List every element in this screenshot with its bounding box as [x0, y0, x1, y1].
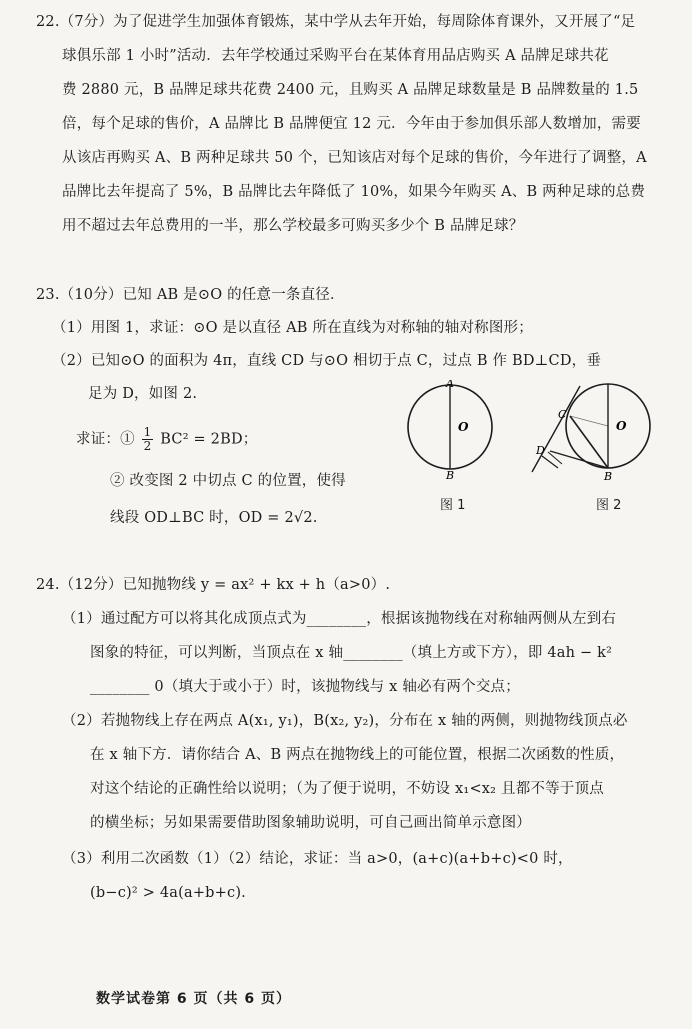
q23-line-2: （1）用图 1，求证：⊙O 是以直径 AB 所在直线为对称轴的轴对称图形；: [52, 320, 533, 336]
q23-proof-1: [76, 426, 258, 453]
figure-1-caption: 图 1: [440, 498, 466, 513]
q24-line-2: （1）通过配方可以将其化成顶点式为________，根据该抛物线在对称轴两侧从左到右: [62, 611, 617, 627]
q23-line-4: 足为 D，如图 2.: [88, 386, 198, 402]
q24-line-4: ________ 0（填大于或小于）时，该抛物线与 x 轴必有两个交点；: [90, 679, 520, 695]
label-O: O: [458, 420, 469, 434]
q22-line-5: 从该店再购买 A、B 两种足球共 50 个，已知该店对每个足球的售价，今年进行了调整，A: [62, 150, 647, 166]
q24-line-8: 的横坐标；另如果需要借助图象辅助说明，可自己画出简单示意图）: [90, 815, 531, 831]
q24-line-5: （2）若抛物线上存在两点 A(x₁, y₁)，B(x₂, y₂)，分布在 x 轴的两侧，则抛物线顶点必: [62, 713, 628, 729]
q24-line-7: 对这个结论的正确性给以说明；（为了便于说明，不妨设 x₁<x₂ 且都不等于顶点: [90, 781, 604, 797]
q22-line-4: 倍，每个足球的售价，A 品牌比 B 品牌便宜 12 元．今年由于参加俱乐部人数增加，需要: [62, 116, 641, 132]
figure-2-caption: 图 2: [596, 498, 622, 513]
figure-1: [392, 380, 512, 480]
q22-line-2: 球俱乐部 1 小时”活动．去年学校通过采购平台在某体育用品店购买 A 品牌足球共花: [62, 48, 609, 64]
fraction-numerator: 1: [143, 425, 152, 439]
proof-prefix: 求证：①: [76, 431, 135, 448]
q23-line-3: （2）已知⊙O 的面积为 4π，直线 CD 与⊙O 相切于点 C，过点 B 作 BD⊥CD，垂: [52, 353, 602, 369]
q24-line-10: (b−c)² > 4a(a+b+c).: [90, 885, 246, 901]
q24-line-9: （3）利用二次函数（1）（2）结论，求证：当 a>0，(a+c)(a+b+c)<0 时，: [62, 851, 573, 867]
figure-2: [528, 376, 658, 486]
q22-line-3: 费 2880 元，B 品牌足球共花费 2400 元，且购买 A 品牌足球数量是 B 品牌数量的 1.5: [62, 82, 639, 98]
label-A: A: [446, 380, 454, 390]
fraction-half: [142, 426, 154, 453]
q22-line-1: 22.（7分）为了促进学生加强体育锻炼，某中学从去年开始，每周除体育课外，又开展了“足: [36, 14, 636, 30]
label-B: B: [446, 469, 455, 480]
proof-1-rest: BC² = 2BD；: [160, 431, 258, 448]
fraction-denominator: 2: [143, 439, 152, 453]
q24-line-3: 图象的特征，可以判断，当顶点在 x 轴________（填上方或下方），即 4ah − k²: [90, 645, 613, 661]
q23-proof-2-line-1: ② 改变图 2 中切点 C 的位置，使得: [110, 473, 346, 489]
q22-line-6: 品牌比去年提高了 5%，B 品牌比去年降低了 10%，如果今年购买 A、B 两种足球的总费: [62, 184, 646, 200]
q24-line-1: 24.（12分）已知抛物线 y = ax² + kx + h（a>0）.: [36, 577, 391, 593]
q23-line-1: 23.（10分）已知 AB 是⊙O 的任意一条直径．: [36, 287, 345, 303]
label-B: B: [604, 470, 613, 483]
label-C: C: [558, 408, 567, 421]
page-footer: 数学试卷第 6 页（共 6 页）: [96, 991, 291, 1007]
q22-line-7: 用不超过去年总费用的一半，那么学校最多可购买多少个 B 品牌足球？: [62, 218, 524, 234]
label-D: D: [536, 444, 545, 457]
label-O: O: [616, 419, 627, 433]
q23-proof-2-line-2: 线段 OD⊥BC 时，OD = 2√2.: [110, 510, 318, 526]
q24-line-6: 在 x 轴下方．请你结合 A、B 两点在抛物线上的可能位置，根据二次函数的性质，: [90, 747, 625, 763]
